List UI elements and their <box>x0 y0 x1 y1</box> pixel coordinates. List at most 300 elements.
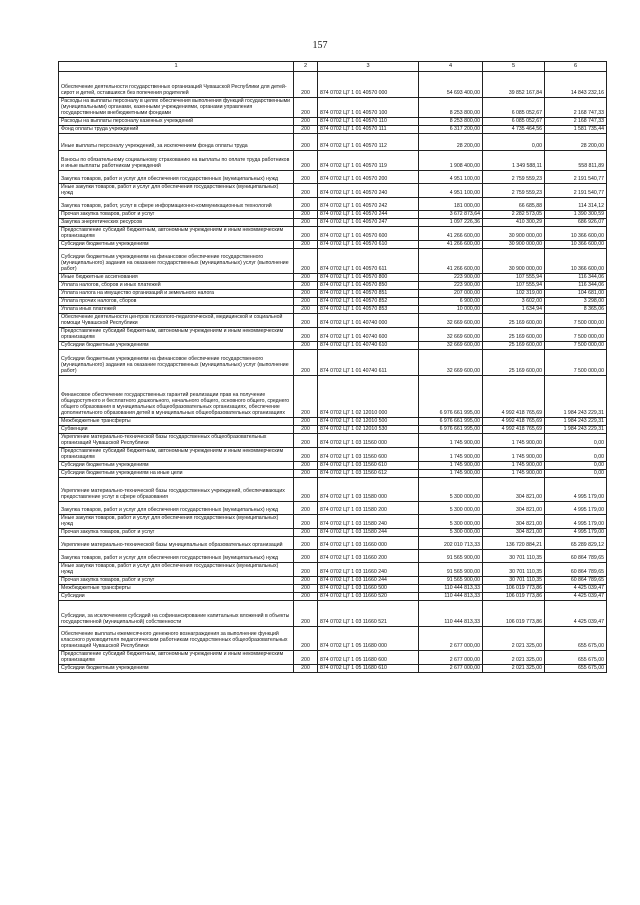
row-executed-amount: 1 745 900,00 <box>483 434 545 448</box>
row-line-code: 200 <box>294 328 318 342</box>
row-unexecuted-amount: 2 191 540,77 <box>545 184 607 198</box>
row-line-code: 200 <box>294 274 318 282</box>
table-row <box>59 515 607 529</box>
row-description: Обеспечение выплаты ежемесячного денежного вознаграждения за выполнение функций классного руководителя педагогическим работникам государственных общеобразовательных организаций Чувашской Республики <box>59 627 294 651</box>
row-executed-amount: 2 021 325,00 <box>483 665 545 673</box>
row-executed-amount: 410 300,29 <box>483 219 545 227</box>
row-approved-amount: 4 951 100,00 <box>419 184 483 198</box>
row-executed-amount: 106 019 773,86 <box>483 585 545 593</box>
row-line-code: 200 <box>294 306 318 314</box>
row-description: Закупка товаров, работ и услуг для обеспечения государственных (муниципальных) нужд <box>59 171 294 184</box>
row-description: Субсидии <box>59 593 294 601</box>
row-executed-amount: 136 720 884,21 <box>483 537 545 550</box>
row-budget-classification: 874 0702 Ц7 1 01 40570 853 <box>318 306 419 314</box>
row-unexecuted-amount: 655 675,00 <box>545 665 607 673</box>
row-description: Расходы на выплаты персоналу в целях обеспечения выполнения функций государственными (муниципальными) органами, казенными учреждениями, органами управления государственными внебюджетными фондами <box>59 98 294 118</box>
row-budget-classification: 874 0702 Ц7 1 01 40740 610 <box>318 342 419 350</box>
row-executed-amount: 107 555,94 <box>483 282 545 290</box>
row-line-code: 200 <box>294 502 318 515</box>
row-line-code: 200 <box>294 434 318 448</box>
row-unexecuted-amount: 28 200,00 <box>545 134 607 151</box>
row-approved-amount: 1 745 900,00 <box>419 470 483 478</box>
table-row <box>59 470 607 478</box>
row-budget-classification: 874 0702 Ц7 1 03 11660 520 <box>318 593 419 601</box>
row-description: Межбюджетные трансферты <box>59 585 294 593</box>
row-executed-amount: 304 821,00 <box>483 478 545 502</box>
table-row <box>59 342 607 350</box>
row-line-code: 200 <box>294 241 318 249</box>
row-line-code: 200 <box>294 211 318 219</box>
row-executed-amount: 30 900 000,00 <box>483 249 545 274</box>
row-budget-classification: 874 0702 Ц7 1 05 11680 000 <box>318 627 419 651</box>
row-description: Межбюджетные трансферты <box>59 418 294 426</box>
table-row <box>59 426 607 434</box>
row-approved-amount: 41 266 600,00 <box>419 227 483 241</box>
row-description: Субсидии бюджетным учреждениям <box>59 665 294 673</box>
row-unexecuted-amount: 4 995 179,00 <box>545 529 607 537</box>
row-line-code: 200 <box>294 550 318 563</box>
row-budget-classification: 874 0702 Ц7 1 03 11560 610 <box>318 462 419 470</box>
row-approved-amount: 91 565 900,00 <box>419 550 483 563</box>
row-approved-amount: 54 693 400,00 <box>419 72 483 98</box>
row-executed-amount: 2 759 559,23 <box>483 184 545 198</box>
row-executed-amount: 30 701 110,35 <box>483 577 545 585</box>
table-row <box>59 241 607 249</box>
row-budget-classification: 874 0702 Ц7 1 02 12010 500 <box>318 418 419 426</box>
row-description: Обеспечение деятельности центров психолого-педагогической, медицинской и социальной помощи Чувашской Республики <box>59 314 294 328</box>
row-line-code: 200 <box>294 227 318 241</box>
row-unexecuted-amount: 4 995 179,00 <box>545 502 607 515</box>
row-unexecuted-amount: 4 995 179,00 <box>545 515 607 529</box>
row-unexecuted-amount: 14 843 232,16 <box>545 72 607 98</box>
row-unexecuted-amount: 104 681,00 <box>545 290 607 298</box>
row-description: Предоставление субсидий бюджетным, автономным учреждениям и иным некоммерческим организациям <box>59 651 294 665</box>
row-executed-amount: 25 169 600,00 <box>483 314 545 328</box>
row-budget-classification: 874 0702 Ц7 1 03 11580 240 <box>318 515 419 529</box>
row-line-code: 200 <box>294 448 318 462</box>
row-budget-classification: 874 0702 Ц7 1 03 11560 000 <box>318 434 419 448</box>
row-description: Предоставление субсидий бюджетным, автономным учреждениям и иным некоммерческим организациям <box>59 328 294 342</box>
row-description: Уплата прочих налогов, сборов <box>59 298 294 306</box>
row-description: Прочая закупка товаров, работ и услуг <box>59 577 294 585</box>
row-executed-amount: 30 900 000,00 <box>483 227 545 241</box>
row-budget-classification: 874 0702 Ц7 1 01 40570 240 <box>318 184 419 198</box>
budget-table <box>58 61 607 673</box>
row-approved-amount: 8 253 800,00 <box>419 118 483 126</box>
row-description: Укрепление материально-технической базы муниципальных образовательных организаций <box>59 537 294 550</box>
row-unexecuted-amount: 60 864 789,65 <box>545 563 607 577</box>
row-line-code: 200 <box>294 601 318 627</box>
table-row <box>59 418 607 426</box>
row-executed-amount: 30 900 000,00 <box>483 241 545 249</box>
row-budget-classification: 874 0702 Ц7 1 01 40570 851 <box>318 290 419 298</box>
table-row <box>59 211 607 219</box>
row-executed-amount: 304 821,00 <box>483 515 545 529</box>
row-description: Иные бюджетные ассигнования <box>59 274 294 282</box>
row-description: Субсидии бюджетным учреждениям <box>59 241 294 249</box>
table-row <box>59 537 607 550</box>
row-unexecuted-amount: 4 995 179,00 <box>545 478 607 502</box>
row-executed-amount: 2 021 325,00 <box>483 651 545 665</box>
row-description: Иные закупки товаров, работ и услуг для обеспечения государственных (муниципальных) нужд <box>59 515 294 529</box>
row-description: Укрепление материально-технической базы государственных учреждений, обеспечивающих предоставление услуг в сфере образования <box>59 478 294 502</box>
row-executed-amount: 4 992 418 765,69 <box>483 426 545 434</box>
row-executed-amount: 66 685,88 <box>483 198 545 211</box>
row-description: Укрепление материально-технической базы государственных общеобразовательных организаций Чувашской Республики <box>59 434 294 448</box>
row-line-code: 200 <box>294 249 318 274</box>
row-description: Субсидии бюджетным учреждениям <box>59 462 294 470</box>
table-row <box>59 274 607 282</box>
table-row <box>59 434 607 448</box>
row-budget-classification: 874 0702 Ц7 1 01 40570 610 <box>318 241 419 249</box>
table-row <box>59 184 607 198</box>
row-unexecuted-amount: 655 675,00 <box>545 651 607 665</box>
row-unexecuted-amount: 116 344,06 <box>545 274 607 282</box>
row-line-code: 200 <box>294 314 318 328</box>
row-approved-amount: 28 200,00 <box>419 134 483 151</box>
row-executed-amount: 106 019 773,86 <box>483 593 545 601</box>
row-line-code: 200 <box>294 171 318 184</box>
row-budget-classification: 874 0702 Ц7 1 01 40570 111 <box>318 126 419 134</box>
row-description: Прочая закупка товаров, работ и услуг <box>59 529 294 537</box>
row-budget-classification: 874 0702 Ц7 1 03 11660 244 <box>318 577 419 585</box>
row-line-code: 200 <box>294 151 318 171</box>
row-executed-amount: 1 745 900,00 <box>483 448 545 462</box>
row-approved-amount: 207 000,00 <box>419 290 483 298</box>
row-budget-classification: 874 0702 Ц7 1 01 40740 600 <box>318 328 419 342</box>
row-line-code: 200 <box>294 350 318 376</box>
row-executed-amount: 1 745 900,00 <box>483 470 545 478</box>
row-budget-classification: 874 0702 Ц7 1 03 11660 200 <box>318 550 419 563</box>
row-approved-amount: 5 300 000,00 <box>419 478 483 502</box>
row-budget-classification: 874 0702 Ц7 1 01 40570 200 <box>318 171 419 184</box>
row-line-code: 200 <box>294 298 318 306</box>
row-approved-amount: 6 976 661 995,00 <box>419 418 483 426</box>
table-row <box>59 651 607 665</box>
row-approved-amount: 32 669 600,00 <box>419 342 483 350</box>
row-approved-amount: 91 565 900,00 <box>419 563 483 577</box>
row-unexecuted-amount: 1 984 243 229,31 <box>545 418 607 426</box>
row-approved-amount: 1 745 900,00 <box>419 462 483 470</box>
row-approved-amount: 223 900,00 <box>419 274 483 282</box>
row-unexecuted-amount: 60 864 789,65 <box>545 577 607 585</box>
row-executed-amount: 25 169 600,00 <box>483 328 545 342</box>
table-row <box>59 478 607 502</box>
table-row <box>59 448 607 462</box>
row-unexecuted-amount: 7 500 000,00 <box>545 328 607 342</box>
row-budget-classification: 874 0702 Ц7 1 03 11660 000 <box>318 537 419 550</box>
row-budget-classification: 874 0702 Ц7 1 02 12010 530 <box>318 426 419 434</box>
row-unexecuted-amount: 114 314,12 <box>545 198 607 211</box>
row-budget-classification: 874 0702 Ц7 1 01 40570 852 <box>318 298 419 306</box>
page-number: 157 <box>312 40 328 51</box>
row-unexecuted-amount: 2 191 540,77 <box>545 171 607 184</box>
table-row <box>59 563 607 577</box>
row-budget-classification: 874 0702 Ц7 1 05 11680 600 <box>318 651 419 665</box>
row-approved-amount: 91 565 900,00 <box>419 577 483 585</box>
row-line-code: 200 <box>294 282 318 290</box>
row-budget-classification: 874 0702 Ц7 1 01 40570 800 <box>318 274 419 282</box>
row-unexecuted-amount: 1 984 243 229,31 <box>545 376 607 418</box>
row-executed-amount: 25 169 600,00 <box>483 350 545 376</box>
row-unexecuted-amount: 558 811,89 <box>545 151 607 171</box>
row-line-code: 200 <box>294 418 318 426</box>
row-unexecuted-amount: 3 298,00 <box>545 298 607 306</box>
row-budget-classification: 874 0702 Ц7 1 03 11580 200 <box>318 502 419 515</box>
row-budget-classification: 874 0702 Ц7 1 03 11660 240 <box>318 563 419 577</box>
table-row <box>59 585 607 593</box>
row-executed-amount: 102 319,00 <box>483 290 545 298</box>
row-executed-amount: 4 735 464,56 <box>483 126 545 134</box>
row-description: Субсидии бюджетным учреждениям на финансовое обеспечение государственного (муниципального) задания на оказание государственных (муниципальных) услуг (выполнение работ) <box>59 249 294 274</box>
row-unexecuted-amount: 10 366 600,00 <box>545 249 607 274</box>
table-row <box>59 665 607 673</box>
row-budget-classification: 874 0702 Ц7 1 03 11580 244 <box>318 529 419 537</box>
row-line-code: 200 <box>294 470 318 478</box>
row-description: Предоставление субсидий бюджетным, автономным учреждениям и иным некоммерческим организациям <box>59 227 294 241</box>
table-row <box>59 306 607 314</box>
row-unexecuted-amount: 2 168 747,33 <box>545 118 607 126</box>
row-unexecuted-amount: 1 581 735,44 <box>545 126 607 134</box>
row-executed-amount: 304 821,00 <box>483 502 545 515</box>
table-row <box>59 328 607 342</box>
table-row <box>59 198 607 211</box>
table-row <box>59 249 607 274</box>
row-unexecuted-amount: 0,00 <box>545 434 607 448</box>
table-row <box>59 550 607 563</box>
row-executed-amount: 107 555,94 <box>483 274 545 282</box>
row-budget-classification: 874 0702 Ц7 1 02 12010 000 <box>318 376 419 418</box>
row-unexecuted-amount: 0,00 <box>545 462 607 470</box>
row-budget-classification: 874 0702 Ц7 1 01 40740 611 <box>318 350 419 376</box>
row-budget-classification: 874 0702 Ц7 1 05 11680 610 <box>318 665 419 673</box>
row-budget-classification: 874 0702 Ц7 1 03 11560 600 <box>318 448 419 462</box>
table-row <box>59 290 607 298</box>
row-description: Обеспечение деятельности государственных организаций Чувашской Республики для детей-сирот и детей, оставшихся без попечения родителей <box>59 72 294 98</box>
row-approved-amount: 6 976 661 995,00 <box>419 376 483 418</box>
row-executed-amount: 6 085 052,67 <box>483 98 545 118</box>
row-unexecuted-amount: 7 500 000,00 <box>545 350 607 376</box>
row-unexecuted-amount: 65 289 829,12 <box>545 537 607 550</box>
row-approved-amount: 2 677 000,00 <box>419 627 483 651</box>
row-line-code: 200 <box>294 426 318 434</box>
row-budget-classification: 874 0702 Ц7 1 01 40570 600 <box>318 227 419 241</box>
row-unexecuted-amount: 10 366 600,00 <box>545 241 607 249</box>
row-line-code: 200 <box>294 478 318 502</box>
row-description: Финансовое обеспечение государственных гарантий реализации прав на получение общедоступного и бесплатного дошкольного, начального общего, основного общего, среднего общего образования в муниципальных общеобразовательных организациях, обеспечение дополнительного образования детей в муниципальных общеобразовательных организациях <box>59 376 294 418</box>
row-line-code: 200 <box>294 593 318 601</box>
table-row <box>59 314 607 328</box>
row-unexecuted-amount: 655 675,00 <box>545 627 607 651</box>
row-unexecuted-amount: 116 344,06 <box>545 282 607 290</box>
column-header: 4 <box>419 62 483 72</box>
row-approved-amount: 32 669 600,00 <box>419 350 483 376</box>
row-line-code: 200 <box>294 665 318 673</box>
row-description: Расходы на выплаты персоналу казенных учреждений <box>59 118 294 126</box>
row-line-code: 200 <box>294 290 318 298</box>
row-description: Взносы по обязательному социальному страхованию на выплаты по оплате труда работников и иные выплаты работникам учреждений <box>59 151 294 171</box>
table-row <box>59 502 607 515</box>
row-budget-classification: 874 0702 Ц7 1 03 11580 000 <box>318 478 419 502</box>
row-approved-amount: 6 900,00 <box>419 298 483 306</box>
table-row <box>59 462 607 470</box>
table-row <box>59 98 607 118</box>
row-executed-amount: 39 852 167,84 <box>483 72 545 98</box>
row-budget-classification: 874 0702 Ц7 1 01 40570 000 <box>318 72 419 98</box>
row-approved-amount: 2 677 000,00 <box>419 665 483 673</box>
row-budget-classification: 874 0702 Ц7 1 01 40570 119 <box>318 151 419 171</box>
row-approved-amount: 32 669 600,00 <box>419 328 483 342</box>
row-description: Прочая закупка товаров, работ и услуг <box>59 211 294 219</box>
row-approved-amount: 110 444 813,33 <box>419 593 483 601</box>
row-unexecuted-amount: 0,00 <box>545 448 607 462</box>
table-row <box>59 298 607 306</box>
row-line-code: 200 <box>294 134 318 151</box>
row-executed-amount: 0,00 <box>483 134 545 151</box>
row-budget-classification: 874 0702 Ц7 1 01 40570 110 <box>318 118 419 126</box>
row-approved-amount: 5 300 000,00 <box>419 515 483 529</box>
column-header: 5 <box>483 62 545 72</box>
row-line-code: 200 <box>294 563 318 577</box>
row-executed-amount: 1 634,94 <box>483 306 545 314</box>
row-executed-amount: 6 085 052,67 <box>483 118 545 126</box>
table-row <box>59 282 607 290</box>
row-approved-amount: 181 000,00 <box>419 198 483 211</box>
table-row <box>59 171 607 184</box>
row-unexecuted-amount: 60 864 789,65 <box>545 550 607 563</box>
row-approved-amount: 10 000,00 <box>419 306 483 314</box>
row-unexecuted-amount: 4 425 039,47 <box>545 601 607 627</box>
table-row <box>59 529 607 537</box>
row-description: Субсидии бюджетным учреждениям на иные цели <box>59 470 294 478</box>
row-approved-amount: 8 253 800,00 <box>419 98 483 118</box>
row-approved-amount: 41 266 600,00 <box>419 241 483 249</box>
table-row <box>59 134 607 151</box>
row-description: Субсидии, за исключением субсидий на софинансирование капитальных вложений в объекты государственной (муниципальной) собственности <box>59 601 294 627</box>
table-row <box>59 151 607 171</box>
row-executed-amount: 3 602,00 <box>483 298 545 306</box>
row-unexecuted-amount: 0,00 <box>545 470 607 478</box>
table-row <box>59 627 607 651</box>
row-line-code: 200 <box>294 537 318 550</box>
row-line-code: 200 <box>294 577 318 585</box>
row-line-code: 200 <box>294 462 318 470</box>
row-unexecuted-amount: 4 425 039,47 <box>545 593 607 601</box>
row-description: Иные закупки товаров, работ и услуг для обеспечения государственных (муниципальных) нужд <box>59 184 294 198</box>
row-line-code: 200 <box>294 651 318 665</box>
column-header: 1 <box>59 62 294 72</box>
table-row <box>59 118 607 126</box>
row-budget-classification: 874 0702 Ц7 1 01 40570 100 <box>318 98 419 118</box>
row-executed-amount: 304 821,00 <box>483 529 545 537</box>
row-executed-amount: 1 349 588,11 <box>483 151 545 171</box>
row-line-code: 200 <box>294 184 318 198</box>
row-description: Субвенции <box>59 426 294 434</box>
row-description: Закупка товаров, работ, услуг в сфере информационно-коммуникационных технологий <box>59 198 294 211</box>
row-budget-classification: 874 0702 Ц7 1 03 11560 612 <box>318 470 419 478</box>
row-budget-classification: 874 0702 Ц7 1 01 40740 000 <box>318 314 419 328</box>
row-description: Уплата иных платежей <box>59 306 294 314</box>
row-unexecuted-amount: 2 168 747,33 <box>545 98 607 118</box>
row-approved-amount: 4 951 100,00 <box>419 171 483 184</box>
row-description: Субсидии бюджетным учреждениям <box>59 342 294 350</box>
row-approved-amount: 1 745 900,00 <box>419 434 483 448</box>
row-approved-amount: 110 444 813,33 <box>419 601 483 627</box>
row-description: Субсидии бюджетным учреждениям на финансовое обеспечение государственного (муниципального) задания на оказание государственных (муниципальных) услуг (выполнение работ) <box>59 350 294 376</box>
row-budget-classification: 874 0702 Ц7 1 01 40570 244 <box>318 211 419 219</box>
row-line-code: 200 <box>294 515 318 529</box>
row-line-code: 200 <box>294 529 318 537</box>
column-header: 2 <box>294 62 318 72</box>
row-line-code: 200 <box>294 585 318 593</box>
row-budget-classification: 874 0702 Ц7 1 01 40570 242 <box>318 198 419 211</box>
row-budget-classification: 874 0702 Ц7 1 01 40570 611 <box>318 249 419 274</box>
table-row <box>59 227 607 241</box>
row-executed-amount: 30 701 110,35 <box>483 563 545 577</box>
row-unexecuted-amount: 686 926,07 <box>545 219 607 227</box>
column-header: 6 <box>545 62 607 72</box>
row-unexecuted-amount: 7 500 000,00 <box>545 314 607 328</box>
row-executed-amount: 30 701 110,35 <box>483 550 545 563</box>
table-row <box>59 376 607 418</box>
row-unexecuted-amount: 7 500 000,00 <box>545 342 607 350</box>
row-unexecuted-amount: 1 390 300,59 <box>545 211 607 219</box>
row-approved-amount: 202 010 713,33 <box>419 537 483 550</box>
row-description: Иные выплаты персоналу учреждений, за исключением фонда оплаты труда <box>59 134 294 151</box>
row-executed-amount: 4 992 418 765,69 <box>483 376 545 418</box>
row-approved-amount: 5 300 000,00 <box>419 529 483 537</box>
row-unexecuted-amount: 4 425 039,47 <box>545 585 607 593</box>
row-budget-classification: 874 0702 Ц7 1 03 11660 521 <box>318 601 419 627</box>
row-line-code: 200 <box>294 72 318 98</box>
row-description: Закупка товаров, работ и услуг для обеспечения государственных (муниципальных) нужд <box>59 502 294 515</box>
row-approved-amount: 1 908 400,00 <box>419 151 483 171</box>
row-unexecuted-amount: 1 984 243 229,31 <box>545 426 607 434</box>
row-description: Предоставление субсидий бюджетным, автономным учреждениям и иным некоммерческим организациям <box>59 448 294 462</box>
row-description: Иные закупки товаров, работ и услуг для обеспечения государственных (муниципальных) нужд <box>59 563 294 577</box>
row-line-code: 200 <box>294 627 318 651</box>
row-line-code: 200 <box>294 98 318 118</box>
row-unexecuted-amount: 8 365,06 <box>545 306 607 314</box>
row-approved-amount: 5 300 000,00 <box>419 502 483 515</box>
table-row <box>59 577 607 585</box>
row-executed-amount: 106 019 773,86 <box>483 601 545 627</box>
table-row <box>59 219 607 227</box>
row-description: Закупка товаров, работ и услуг для обеспечения государственных (муниципальных) нужд <box>59 550 294 563</box>
table-row <box>59 126 607 134</box>
row-description: Уплата налога на имущество организаций и земельного налога <box>59 290 294 298</box>
table-row <box>59 593 607 601</box>
row-description: Фонд оплаты труда учреждений <box>59 126 294 134</box>
row-approved-amount: 110 444 813,33 <box>419 585 483 593</box>
row-executed-amount: 25 169 600,00 <box>483 342 545 350</box>
budget-table-body <box>59 62 607 673</box>
row-line-code: 200 <box>294 219 318 227</box>
row-budget-classification: 874 0702 Ц7 1 01 40570 850 <box>318 282 419 290</box>
row-executed-amount: 2 021 325,00 <box>483 627 545 651</box>
row-approved-amount: 3 672 873,64 <box>419 211 483 219</box>
row-budget-classification: 874 0702 Ц7 1 01 40570 112 <box>318 134 419 151</box>
row-line-code: 200 <box>294 126 318 134</box>
row-approved-amount: 32 669 600,00 <box>419 314 483 328</box>
column-header: 3 <box>318 62 419 72</box>
row-approved-amount: 1 745 900,00 <box>419 448 483 462</box>
row-approved-amount: 6 976 661 995,00 <box>419 426 483 434</box>
table-row <box>59 350 607 376</box>
row-executed-amount: 2 759 559,23 <box>483 171 545 184</box>
table-row <box>59 72 607 98</box>
row-approved-amount: 2 677 000,00 <box>419 651 483 665</box>
